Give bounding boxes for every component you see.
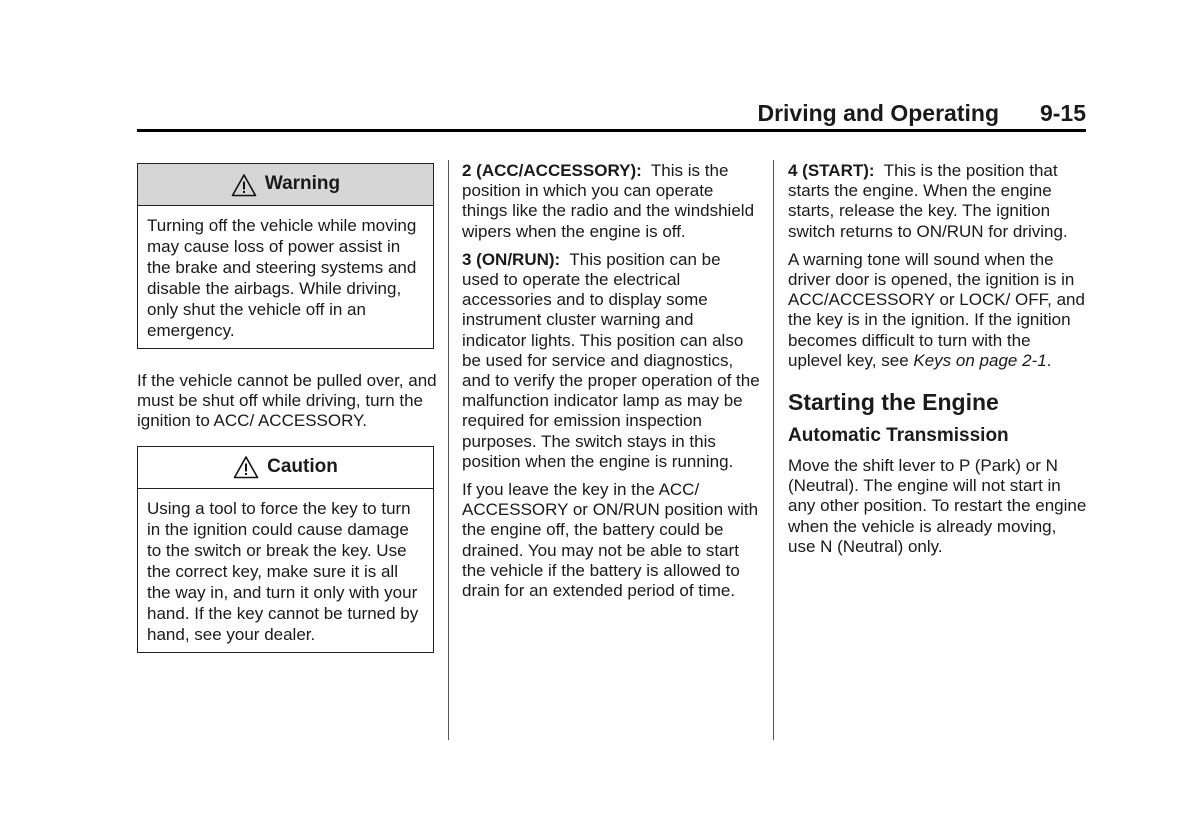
paragraph-text: This position can be used to operate the electrical accessories and to display some instrument cluster warning and indicator lights. This position can also be used for service and diagnostics, and to verify the proper operation of the malfunction indicator lamp as may be required for emission inspection purposes. The switch stays in this position when the engine is running. [462, 249, 760, 471]
caution-body: Using a tool to force the key to turn in the ignition could cause damage to the switch or break the key. Use the correct key, make sure it is all the way in, and turn it only with your hand. If the key cannot be turned by hand, see your dealer. [147, 498, 419, 644]
section-title: Driving and Operating [757, 100, 999, 126]
warning-header [138, 164, 433, 206]
section-heading: Starting the Engine [788, 389, 999, 416]
page-number: 9-15 [1039, 100, 1086, 126]
position-label: 3 (ON/RUN): [462, 249, 561, 269]
warning-body: Turning off the vehicle while moving may cause loss of power assist in the brake and steering systems and disable the airbags. While driving, only shut the vehicle off in an emergency. [147, 216, 417, 340]
column-divider [773, 160, 774, 740]
paragraph: If the vehicle cannot be pulled over, and must be shut off while driving, turn the ignition to ACC/ ACCESSORY. [137, 371, 437, 431]
caution-title: Caution [267, 456, 338, 477]
paragraph [462, 161, 762, 242]
column-1 [137, 163, 437, 653]
paragraph: If you leave the key in the ACC/ ACCESSORY or ON/RUN position with the engine off, the battery could be drained. You may not be able to start the vehicle if the battery is allowed to drain for an extended period of time. [462, 480, 759, 601]
page-reference-link[interactable]: Keys on page 2-1 [913, 350, 1047, 370]
position-label: 4 (START): [788, 161, 875, 180]
caution-box [137, 446, 434, 653]
paragraph-text: A warning tone will sound when the driver door is opened, the ignition is in ACC/ACCESSORY or LOCK/ OFF, and the key is in the ignition. If the ignition becomes difficult to turn with the uplevel key, see [788, 249, 1085, 370]
paragraph: Move the shift lever to P (Park) or N (Neutral). The engine will not start in any other position. To restart the engine when the vehicle is already moving, use N (Neutral) only. [788, 456, 1087, 556]
paragraph-end: . [1046, 350, 1052, 370]
warning-title: Warning [264, 173, 341, 195]
position-label: 2 (ACC/ACCESSORY): [462, 161, 642, 180]
caution-header [138, 447, 433, 489]
paragraph-text: This is the position in which you can operate things like the radio and the windshield wipers when the engine is off. [462, 161, 755, 241]
paragraph [462, 250, 762, 472]
paragraph-text: This is the position that starts the engine. When the engine starts, release the key. The ignition switch returns to ON/RUN for driving. [788, 161, 1068, 241]
column-divider [448, 160, 449, 740]
paragraph [788, 250, 1088, 371]
column-3 [788, 161, 1088, 565]
page-header [137, 96, 1086, 132]
paragraph [788, 161, 1088, 242]
warning-box [137, 163, 434, 349]
subsection-heading: Automatic Transmission [788, 425, 1009, 447]
column-2 [462, 161, 762, 609]
warning-triangle-icon [233, 455, 259, 479]
warning-triangle-icon [231, 173, 257, 197]
